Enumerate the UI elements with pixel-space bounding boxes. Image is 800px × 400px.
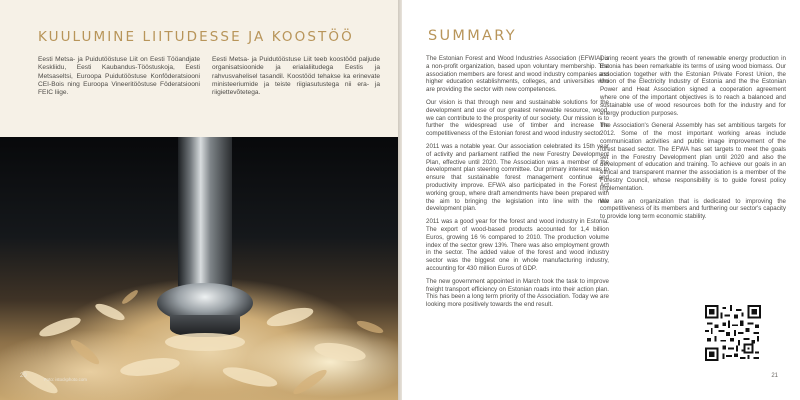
page-number-right: 21: [771, 373, 778, 379]
summary-paragraph: The Estonian Forest and Wood Industries Association (EFWIA) is a non-profit organization, based upon voluntary membership. The association members are forest and wood industry companies and higher education establishments, colleges, and universities who are providing the sector with new competences.: [426, 55, 609, 94]
summary-paragraph: 2011 was a good year for the forest and wood industry in Estonia. The export of wood-based products accounted for 1,4 billion Euros, growing 16 % compared to 2010. The production volume index of the sector grew 13%. There was also employment growth in the sector. The added value of the forest and wood industry sector was the biggest one in whole manufacturing industry, accounting for 430 million Euros of GDP.: [426, 218, 609, 272]
left-page-title: KUULUMINE LIITUDESSE JA KOOSTÖÖ: [38, 29, 354, 45]
left-column-1: Eesti Metsa- ja Puidutööstuse Liit on Eesti Tööandjate Keskliidu, Eesti Kaubandus-Tööstuskoja, Eesti Metsaseltsi, Euroopa Puidutööstuse Konföderatsiooni CEI-Bois ning Euroopa Vineeritööstuse Föderatsiooni FEIC liige.: [38, 56, 200, 97]
drill-wood-shavings-photo: [0, 137, 398, 400]
summary-paragraph: 2011 was a notable year. Our association celebrated its 15th year of activity and parliament ratified the new Forestry Development Plan, effective until 2020. The Association was a member of the development plan steering committee. Our primary interest was to ensure that sustainable forest management continue and productivity improve. EFWA also participated in the Forest Act working group, where draft amendments have been prepared with the aim to bringing the legislation into line with the new development plan.: [426, 142, 609, 213]
summary-paragraph: Our vision is that through new and sustainable solutions for the development and use of our greatest renewable resource, wood, we can contribute to the prosperity of our society. Our mission is to further the widespread use of timber and increase the competitiveness of the Estonian forest and wood industry sector.: [426, 98, 609, 138]
summary-paragraph: During recent years the growth of renewable energy production in Estonia has been remarkable its terms of using wood biomass. Our association together with the Estonian Private Forest Union, the Union of the Electricity Industry of Estonia and the the Estonian Power and Heat Association signed a cooperation agreement where one of the important objectives is to reach a balanced and sustainable use of wood resources both for the industry and for energy production purposes.: [600, 55, 786, 117]
summary-paragraph: We are an organization that is dedicated to improving the competitiveness of its members and furthering our sector's capacity to provide long term economic stability.: [600, 197, 786, 221]
left-page: [0, 0, 398, 400]
page-number-left: 20: [20, 373, 27, 379]
photo-credit: Foto: istockphoto.com: [44, 377, 87, 382]
wood-shavings: [0, 137, 398, 400]
summary-column-1: [426, 55, 609, 314]
summary-title: SUMMARY: [428, 28, 517, 44]
right-page: [402, 0, 800, 400]
summary-paragraph: The new government appointed in March took the task to improve freight transport efficiency on Estonian roads into their action plan. This has been a long term priority of the Association. Today we are looking more positively towards the end result.: [426, 277, 609, 309]
summary-column-2: [600, 55, 786, 226]
summary-paragraph: The Association's General Assembly has set ambitious targets for 2012. Some of the most important working areas include communication activities and public image improvement of the forest based sector. The EFWA has set targets to meet the goals set in the Forestry Development plan until 2020 and also the development of education and training. To achieve our goals in an ethical and transparent manner the association is a member of the Forestry Council, whose responsibility is to guide forest policy implementation.: [600, 122, 786, 192]
qr-code-icon[interactable]: [705, 305, 761, 361]
left-column-2: Eesti Metsa- ja Puidutööstuse Liit teeb koostööd paljude organisatsioonide ja erialaliitudega Eestis ja rahvusvahelisel tasandil. Koostööd tehakse ka erinevate ministeeriumide ja teiste riigiasutustega nii era- ja riigiettevõtetega.: [212, 56, 380, 97]
